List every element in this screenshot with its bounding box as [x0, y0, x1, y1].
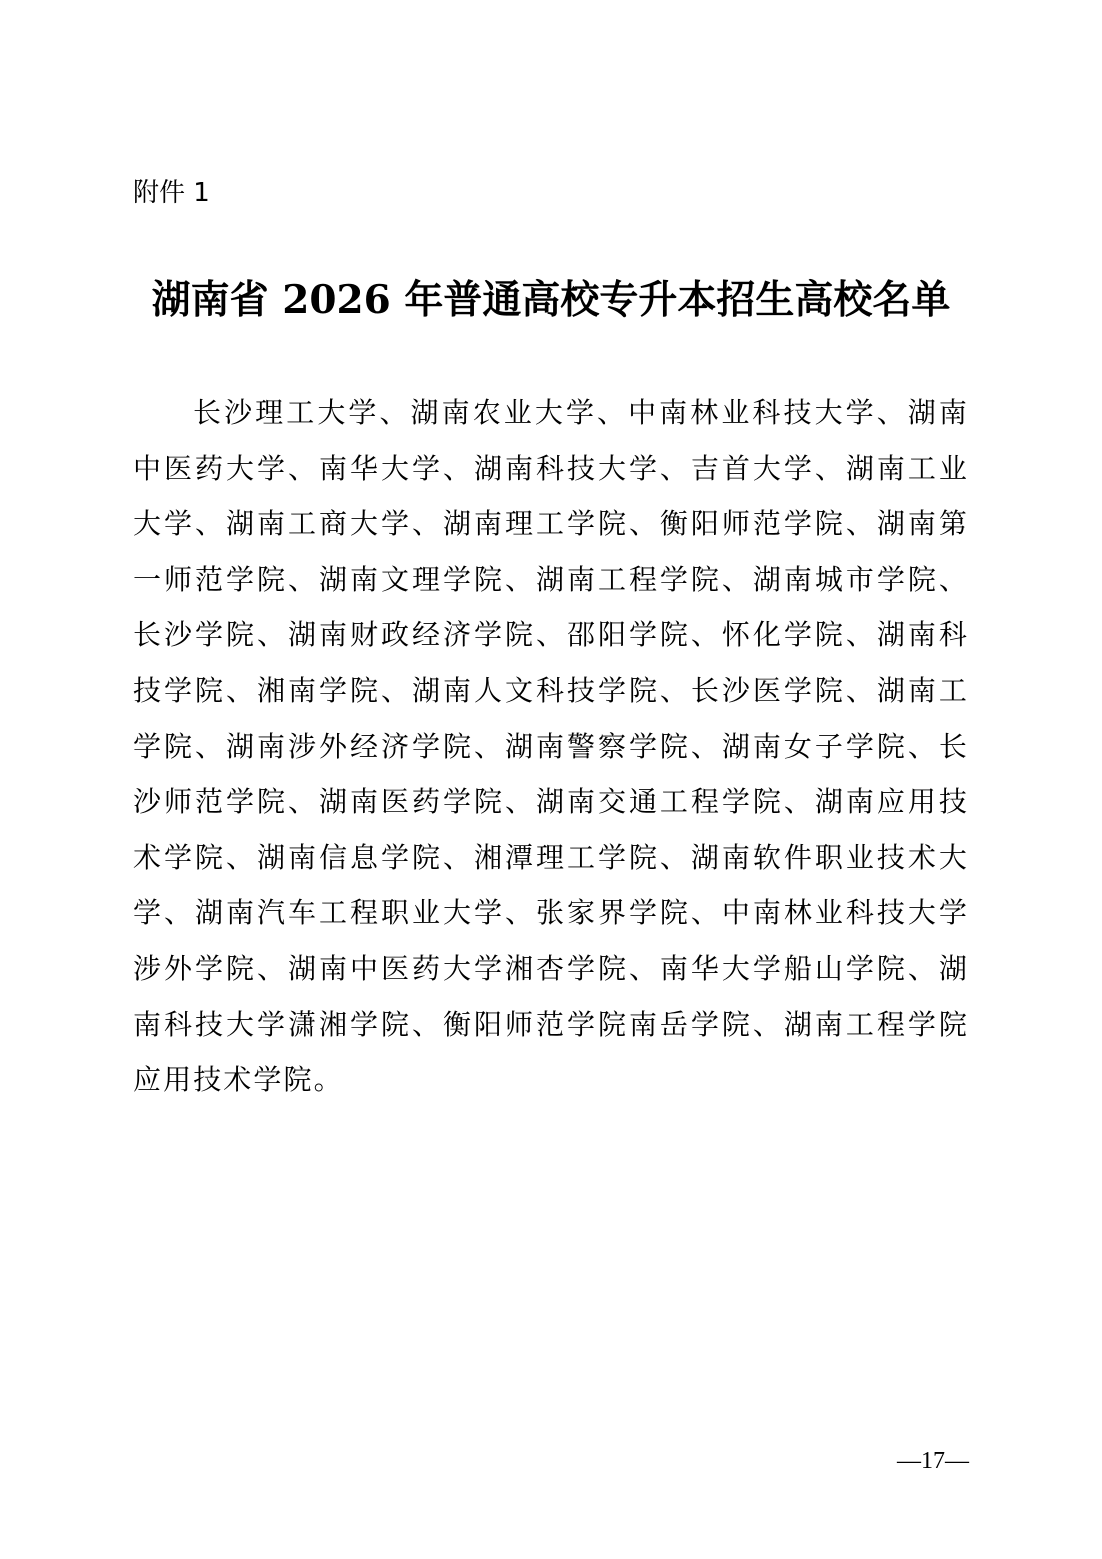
attachment-label: 附件 1 [133, 178, 210, 208]
page-number: —17— [897, 1448, 969, 1474]
university-list-paragraph: 长沙理工大学、湖南农业大学、中南林业科技大学、湖南中医药大学、南华大学、湖南科技大学、吉首大学、湖南工业大学、湖南工商大学、湖南理工学院、衡阳师范学院、湖南第一师范学院、湖南文理学院、湖南工程学院、湖南城市学院、长沙学院、湖南财政经济学院、邵阳学院、怀化学院、湖南科技学院、湘南学院、湖南人文科技学院、长沙医学院、湖南工学院、湖南涉外经济学院、湖南警察学院、湖南女子学院、长沙师范学院、湖南医药学院、湖南交通工程学院、湖南应用技术学院、湖南信息学院、湘潭理工学院、湖南软件职业技术大学、湖南汽车工程职业大学、张家界学院、中南林业科技大学涉外学院、湖南中医药大学湘杏学院、南华大学船山学院、湖南科技大学潇湘学院、衡阳师范学院南岳学院、湖南工程学院应用技术学院。 [133, 396, 969, 1097]
document-title: 湖南省 2026 年普通高校专升本招生高校名单 [151, 277, 951, 323]
